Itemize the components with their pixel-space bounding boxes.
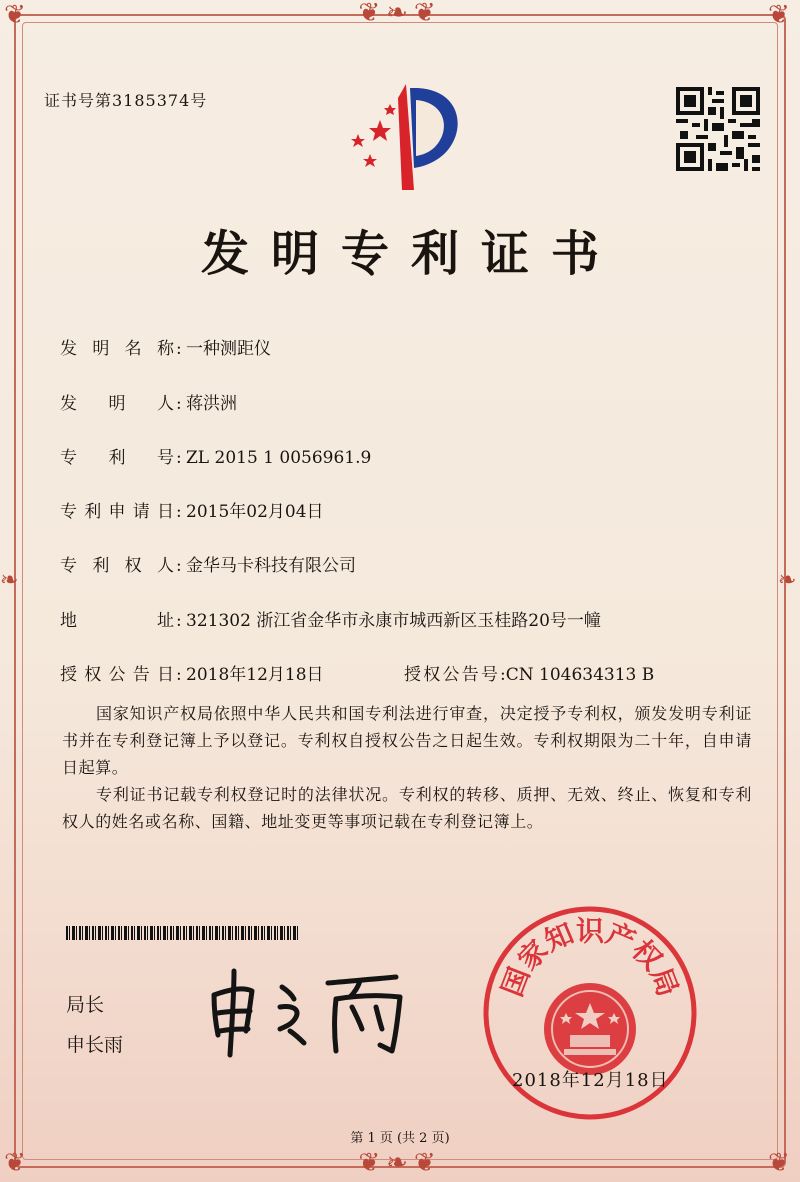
field-label: 授权公告日 xyxy=(60,665,176,685)
field-label: 专利号 xyxy=(60,448,176,468)
field-invention-name: 发明名称: 一种测距仪 xyxy=(60,334,271,359)
top-ornament: ❦❧❦ xyxy=(358,0,442,28)
body-paragraph-1: 国家知识产权局依照中华人民共和国专利法进行审查，决定授予专利权，颁发发明专利证书并在专利登记簿上予以登记。专利权自授权公告之日起生效。专利权期限为二十年，自申请日起算。 xyxy=(62,704,752,777)
qr-code-icon xyxy=(676,87,760,171)
field-patentee: 专利权人: 金华马卡科技有限公司 xyxy=(60,551,356,576)
field-inventor: 发明人: 蒋洪洲 xyxy=(60,389,237,414)
corner-ornament-bottom-right: ❦ xyxy=(768,1148,790,1178)
field-value: 金华马卡科技有限公司 xyxy=(186,556,356,576)
field-filing-date: 专利申请日: 2015年02月04日 xyxy=(60,497,324,522)
svg-text:国家知识产权局: 国家知识产权局 xyxy=(495,914,685,1001)
field-value: CN 104634313 B xyxy=(505,665,655,685)
field-label: 专利权人 xyxy=(60,556,176,576)
barcode-icon xyxy=(66,926,298,940)
bottom-ornament: ❦❧❦ xyxy=(358,1148,442,1178)
body-paragraph-2: 专利证书记载专利权登记时的法律状况。专利权的转移、质押、无效、终止、恢复和专利权人的姓名或名称、国籍、地址变更等事项记载在专利登记簿上。 xyxy=(62,785,752,831)
field-label: 授权公告号 xyxy=(404,665,500,685)
field-value: 蒋洪洲 xyxy=(186,394,237,414)
field-label: 发明人 xyxy=(60,394,176,414)
field-label: 地址 xyxy=(60,611,176,631)
page-title: 发明专利证书 xyxy=(200,226,621,282)
field-patent-number: 专利号: ZL 2015 1 0056961.9 xyxy=(60,443,371,468)
corner-ornament-top-right: ❦ xyxy=(768,0,790,30)
field-label: 发明名称 xyxy=(60,339,176,359)
corner-ornament-top-left: ❦ xyxy=(4,0,26,30)
field-grant-date: 授权公告日: 2018年12月18日 xyxy=(60,660,324,685)
director-title: 局长 xyxy=(66,994,105,1016)
field-value: 2015年02月04日 xyxy=(186,502,324,522)
corner-ornament-bottom-left: ❦ xyxy=(4,1148,26,1178)
side-ornament-left: ❧ xyxy=(0,568,19,593)
field-value: ZL 2015 1 0056961.9 xyxy=(186,448,372,468)
director-name: 申长雨 xyxy=(66,1034,124,1056)
page-number: 第 1 页 (共 2 页) xyxy=(350,1131,450,1146)
certificate-number: 证书号第3185374号 xyxy=(44,91,208,110)
field-grant-number: 授权公告号:CN 104634313 B xyxy=(404,660,654,685)
field-label: 专利申请日 xyxy=(60,502,176,522)
field-value: 2018年12月18日 xyxy=(186,665,324,685)
field-address: 地址: 321302 浙江省金华市永康市城西新区玉桂路20号一幢 xyxy=(60,606,601,631)
side-ornament-right: ❧ xyxy=(778,568,797,593)
field-value: 一种测距仪 xyxy=(186,339,271,359)
field-value: 321302 浙江省金华市永康市城西新区玉桂路20号一幢 xyxy=(186,611,601,631)
seal-date: 2018年12月18日 xyxy=(512,1070,669,1091)
handwritten-signature-icon xyxy=(200,965,420,1060)
patent-office-logo-icon xyxy=(336,78,476,198)
